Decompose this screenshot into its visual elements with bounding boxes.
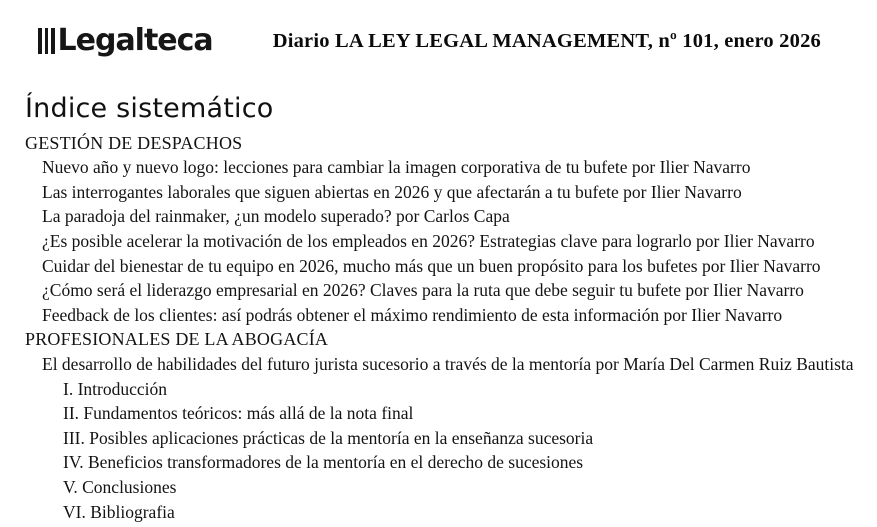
page-header (0, 0, 877, 56)
section-title-gestion-de-despachos: GESTIÓN DE DESPACHOS (25, 132, 243, 153)
legalteca-logo (38, 23, 213, 58)
toc-entry: Cuidar del bienestar de tu equipo en 2026, mucho más que un buen propósito para los bufetes por Ilier Navarro (42, 255, 821, 276)
section-title-profesionales-de-la-abogacia: PROFESIONALES DE LA ABOGACÍA (25, 329, 329, 350)
toc-subentry: VI. Bibliografia (63, 501, 175, 522)
toc-entry: Las interrogantes laborales que siguen abiertas en 2026 y que afectarán a tu bufete por Ilier Navarro (42, 181, 742, 202)
document-body (0, 94, 877, 524)
issue-title: Diario LA LEY LEGAL MANAGEMENT, nº 101, enero 2026 (272, 29, 821, 52)
toc-subentry: IV. Beneficios transformadores de la mentoría en el derecho de sucesiones (63, 452, 584, 473)
toc-entry: Feedback de los clientes: así podrás obtener el máximo rendimiento de esta información por Ilier Navarro (42, 304, 783, 325)
systematic-index (25, 131, 857, 525)
toc-entry: ¿Cómo será el liderazgo empresarial en 2026? Claves para la ruta que debe seguir tu bufete por Ilier Navarro (42, 280, 804, 301)
toc-entry: ¿Es posible acelerar la motivación de los empleados en 2026? Estrategias clave para lograrlo por Ilier Navarro (42, 231, 815, 252)
three-bars-icon (38, 28, 55, 54)
toc-subentry: II. Fundamentos teóricos: más allá de la nota final (63, 403, 414, 424)
toc-entry: La paradoja del rainmaker, ¿un modelo superado? por Carlos Capa (42, 206, 510, 227)
toc-subentry: III. Posibles aplicaciones prácticas de la mentoría en la enseñanza sucesoria (63, 427, 594, 448)
page-title: Índice sistemático (25, 93, 274, 124)
toc-entry: El desarrollo de habilidades del futuro jurista sucesorio a través de la mentoría por María Del Carmen Ruiz Bautista (42, 354, 854, 375)
toc-entry: Nuevo año y nuevo logo: lecciones para cambiar la imagen corporativa de tu bufete por Ilier Navarro (42, 157, 751, 178)
logo-text: Legalteca (57, 23, 213, 58)
toc-subentry: V. Conclusiones (63, 477, 177, 497)
toc-subentry: I. Introducción (63, 378, 167, 399)
